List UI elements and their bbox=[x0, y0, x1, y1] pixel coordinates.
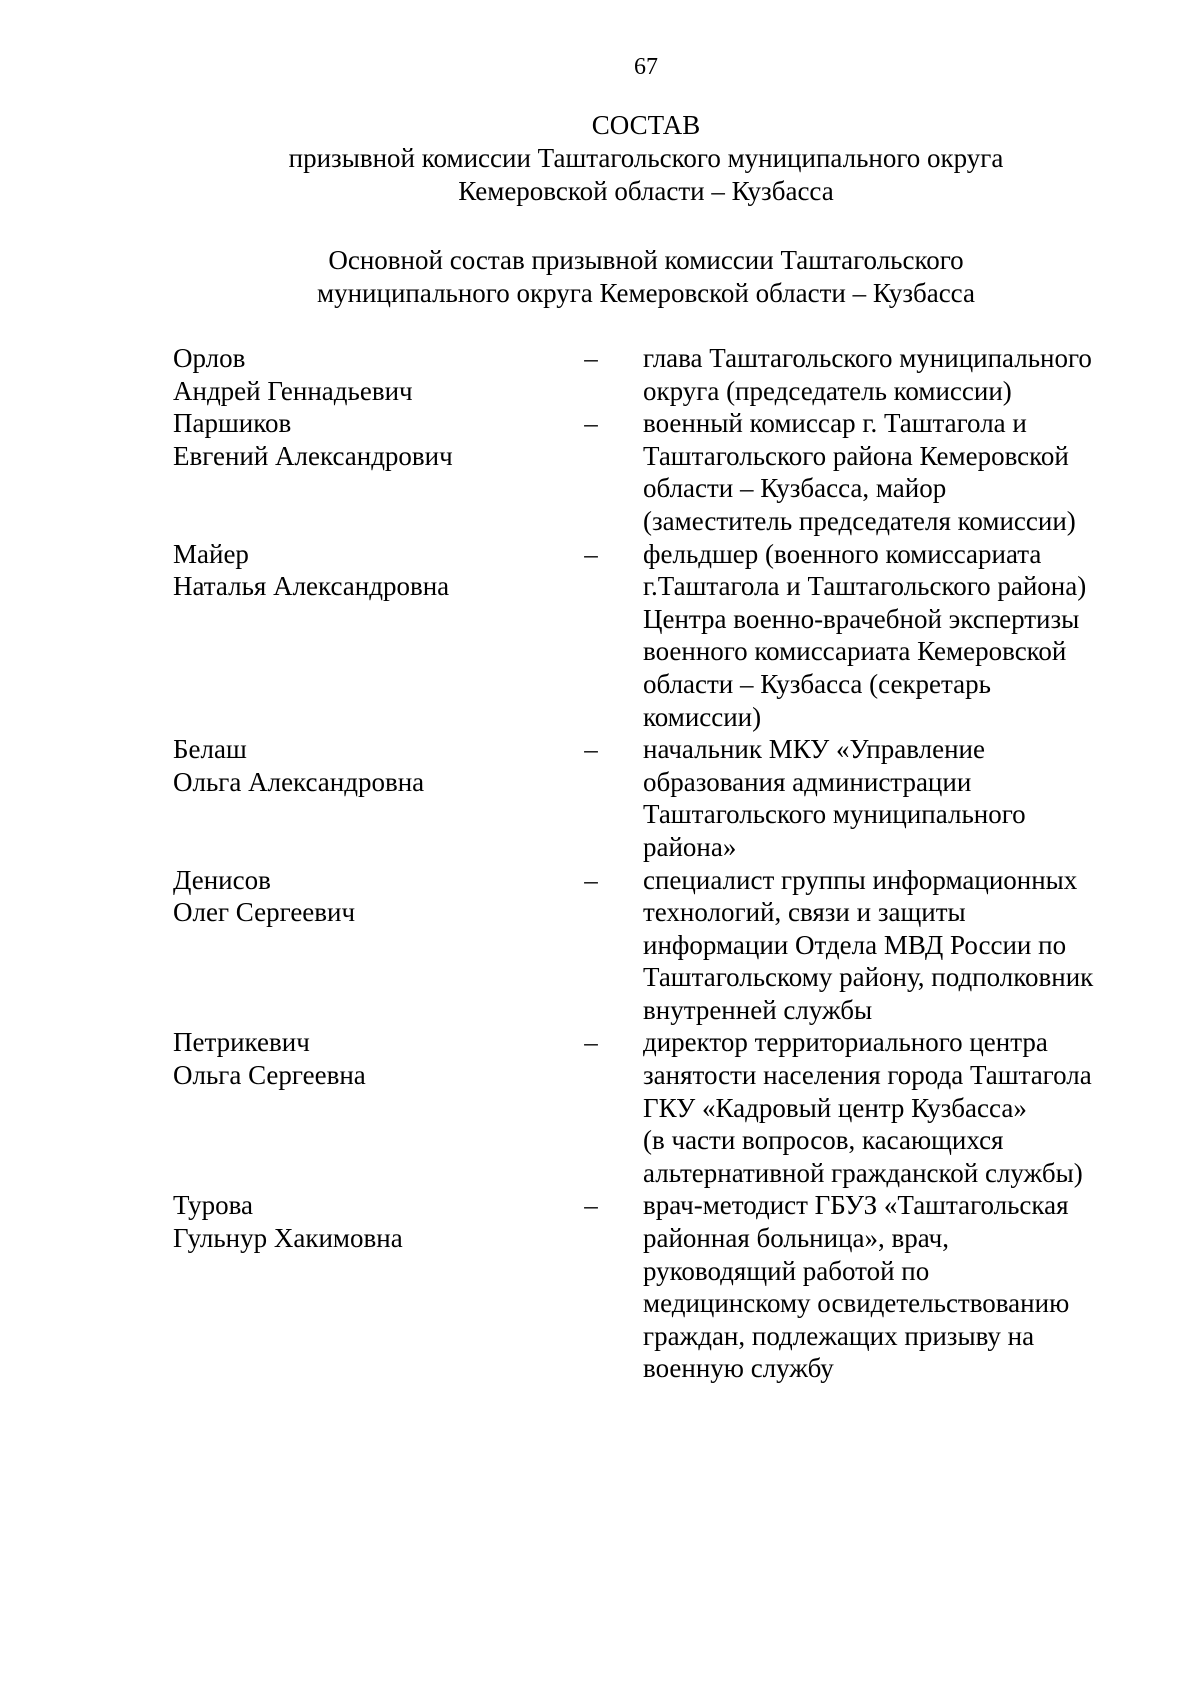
member-role-line: врач-методист ГБУЗ «Таштагольская bbox=[643, 1190, 1069, 1221]
member-role bbox=[643, 342, 1128, 407]
member-name bbox=[173, 864, 583, 1027]
document-title bbox=[0, 109, 1200, 208]
member-surname: Майер bbox=[173, 538, 249, 569]
member-role-line: (в части вопросов, касающихся bbox=[643, 1125, 1004, 1156]
title-line: призывной комиссии Таштагольского муниципального округа bbox=[288, 143, 1004, 173]
member-given-names: Андрей Геннадьевич bbox=[173, 375, 413, 406]
member-surname: Петрикевич bbox=[173, 1027, 310, 1058]
member-dash: – bbox=[584, 1190, 598, 1221]
member-dash: – bbox=[584, 1027, 598, 1058]
member-given-names: Гульнур Хакимовна bbox=[173, 1223, 403, 1254]
member-entry bbox=[173, 342, 1113, 407]
section-heading-line: Основной состав призывной комиссии Таштагольского bbox=[328, 245, 964, 275]
member-entry bbox=[173, 538, 1113, 734]
member-role-line: занятости населения города Таштагола bbox=[643, 1060, 1092, 1091]
member-role-line: военный комиссар г. Таштагола и bbox=[643, 408, 1027, 439]
member-role-line: округа (председатель комиссии) bbox=[643, 375, 1012, 406]
member-role-line: альтернативной гражданской службы) bbox=[643, 1157, 1083, 1188]
member-role-line: области – Кузбасса, майор bbox=[643, 473, 947, 504]
member-surname: Паршиков bbox=[173, 408, 292, 439]
member-role-line: ГКУ «Кадровый центр Кузбасса» bbox=[643, 1092, 1027, 1123]
member-role-line: граждан, подлежащих призыву на bbox=[643, 1320, 1035, 1351]
member-surname: Денисов bbox=[173, 864, 271, 895]
member-name bbox=[173, 1026, 583, 1189]
member-role bbox=[643, 407, 1128, 537]
member-surname: Орлов bbox=[173, 343, 246, 373]
member-dash: – bbox=[584, 408, 598, 439]
section-heading-line: муниципального округа Кемеровской области – Кузбасса bbox=[317, 278, 975, 308]
member-role bbox=[643, 1189, 1128, 1385]
title-line: Кемеровской области – Кузбасса bbox=[458, 176, 834, 206]
member-role-line: района» bbox=[643, 831, 737, 862]
member-role-line: внутренней службы bbox=[643, 994, 873, 1025]
member-given-names: Евгений Александрович bbox=[173, 440, 453, 471]
member-role bbox=[643, 1026, 1128, 1189]
member-dash: – bbox=[584, 734, 598, 765]
member-role-line: Центра военно-врачебной экспертизы bbox=[643, 603, 1080, 634]
member-role bbox=[643, 538, 1128, 734]
member-role-line: области – Кузбасса (секретарь bbox=[643, 668, 991, 699]
member-entry bbox=[173, 407, 1113, 537]
member-role-line: Таштагольского муниципального bbox=[643, 799, 1026, 830]
member-dash: – bbox=[584, 538, 598, 569]
member-role-line: районная больница», врач, bbox=[643, 1223, 949, 1254]
member-role-line: г.Таштагола и Таштагольского района) bbox=[643, 571, 1087, 602]
member-role bbox=[643, 733, 1128, 863]
member-list bbox=[173, 342, 1113, 1385]
member-role-line: Таштагольского района Кемеровской bbox=[643, 440, 1069, 471]
member-given-names: Наталья Александровна bbox=[173, 571, 450, 602]
member-entry bbox=[173, 1189, 1113, 1385]
member-role-line: военную службу bbox=[643, 1353, 834, 1384]
member-role-line: информации Отдела МВД России по bbox=[643, 929, 1067, 960]
member-name bbox=[173, 1189, 583, 1385]
member-role-line: руководящий работой по bbox=[643, 1255, 930, 1286]
member-role-line: комиссии) bbox=[643, 701, 762, 732]
member-name bbox=[173, 407, 583, 537]
member-role-line: военного комиссариата Кемеровской bbox=[643, 636, 1067, 667]
member-dash: – bbox=[584, 864, 598, 895]
member-dash: – bbox=[584, 343, 598, 373]
member-role-line: фельдшер (военного комиссариата bbox=[643, 538, 1042, 569]
page-number: 67 bbox=[634, 54, 658, 80]
member-role-line: медицинскому освидетельствованию bbox=[643, 1288, 1070, 1319]
member-given-names: Ольга Сергеевна bbox=[173, 1060, 366, 1091]
section-heading bbox=[0, 244, 1200, 310]
member-role bbox=[643, 864, 1128, 1027]
member-role-line: глава Таштагольского муниципального bbox=[643, 343, 1092, 373]
member-entry bbox=[173, 733, 1113, 863]
member-role-line: директор территориального центра bbox=[643, 1027, 1048, 1058]
member-name bbox=[173, 342, 583, 407]
title-line: СОСТАВ bbox=[591, 110, 701, 140]
member-name bbox=[173, 733, 583, 863]
member-entry bbox=[173, 1026, 1113, 1189]
member-given-names: Олег Сергеевич bbox=[173, 897, 356, 928]
member-role-line: образования администрации bbox=[643, 766, 972, 797]
member-given-names: Ольга Александровна bbox=[173, 766, 425, 797]
member-surname: Турова bbox=[173, 1190, 254, 1221]
member-surname: Белаш bbox=[173, 734, 247, 765]
member-role-line: Таштагольскому району, подполковник bbox=[643, 962, 1094, 993]
member-name bbox=[173, 538, 583, 734]
member-role-line: технологий, связи и защиты bbox=[643, 897, 966, 928]
member-role-line: специалист группы информационных bbox=[643, 864, 1078, 895]
member-entry bbox=[173, 864, 1113, 1027]
member-role-line: начальник МКУ «Управление bbox=[643, 734, 985, 765]
member-role-line: (заместитель председателя комиссии) bbox=[643, 505, 1076, 536]
